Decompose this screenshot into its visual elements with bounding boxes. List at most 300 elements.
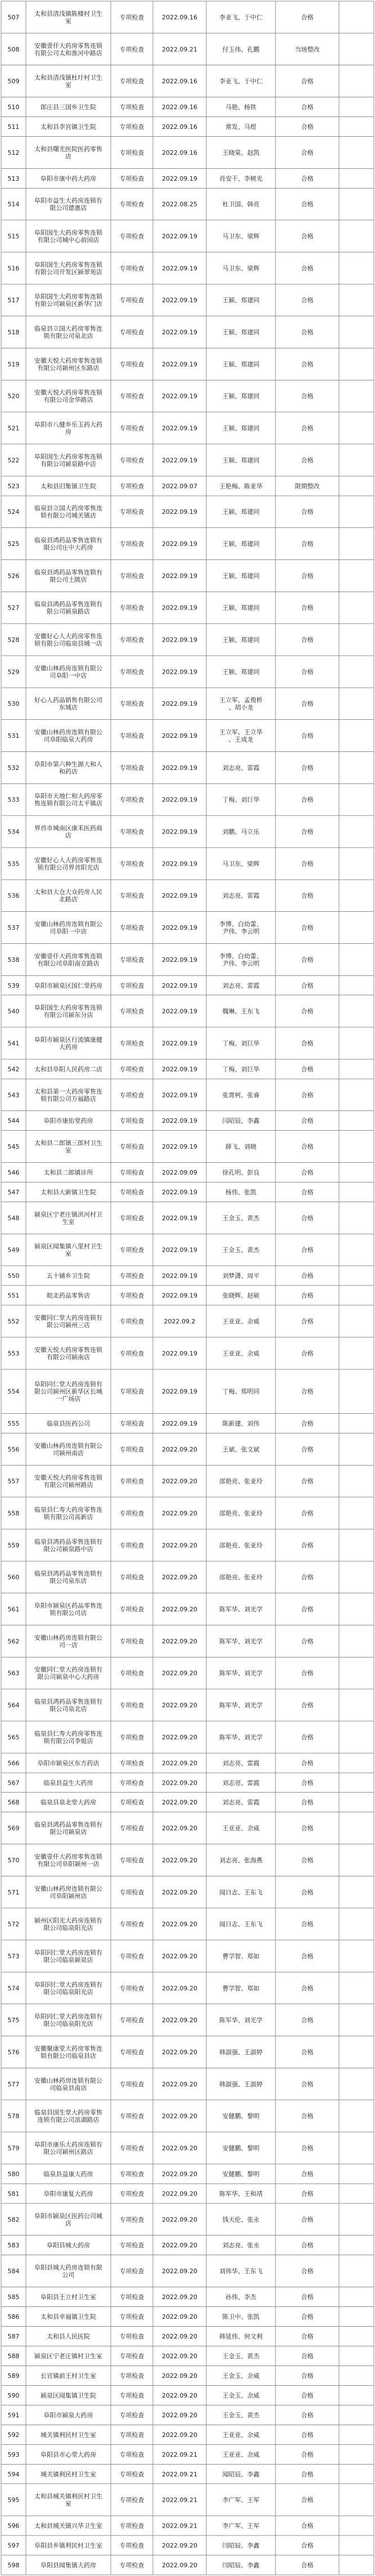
cell-date: 2022.09.19 bbox=[162, 264, 197, 272]
cell-result: 合格 bbox=[301, 1477, 314, 1485]
cell-no: 514 bbox=[7, 200, 20, 208]
cell-item: 专项检查 bbox=[119, 1824, 144, 1832]
cell-date: 2022.09.19 bbox=[162, 1143, 197, 1150]
cell-no: 525 bbox=[7, 540, 20, 548]
cell-result: 合格 bbox=[301, 1143, 314, 1150]
cell-no: 593 bbox=[7, 2450, 20, 2458]
cell-name: 安徽山林药房连锁有限公司一店 bbox=[34, 1633, 102, 1648]
cell-inspectors: 王颖、郑建同 bbox=[222, 508, 260, 516]
cell-inspectors: 闻昭辰、李鑫 bbox=[222, 2470, 260, 2478]
cell-no: 517 bbox=[7, 296, 20, 304]
cell-no: 515 bbox=[7, 232, 20, 240]
cell-inspectors: 闫昭辰、李鑫 bbox=[222, 2561, 260, 2569]
cell-result: 合格 bbox=[301, 1541, 314, 1549]
cell-result: 合格 bbox=[301, 2522, 314, 2530]
table-row bbox=[8, 1441, 314, 1457]
cell-date: 2022.09.19 bbox=[162, 1246, 197, 1254]
cell-name: 临泉县益康大药房 bbox=[43, 2170, 93, 2178]
cell-name: 安徽壹仟大药房零售连锁有限公司太和淮河中路店 bbox=[34, 42, 102, 57]
table-row bbox=[8, 1759, 314, 1767]
cell-date: 2022.09.19 bbox=[162, 1065, 197, 1073]
cell-inspectors: 王亚亚、余威 bbox=[222, 1824, 260, 1832]
cell-date: 2022.09.19 bbox=[162, 891, 197, 899]
cell-name: 太和县幸福镇卫生院 bbox=[40, 2313, 96, 2320]
cell-result: 合格 bbox=[301, 1573, 314, 1581]
cell-name: 阜阳市第六种生源大和人和药店 bbox=[34, 760, 102, 775]
cell-item: 专项检查 bbox=[119, 2391, 144, 2399]
cell-name: 临泉县立国大药房零售连锁有限公司泉北店 bbox=[34, 325, 102, 340]
cell-no: 552 bbox=[7, 1318, 20, 1325]
cell-result: 合格 bbox=[301, 956, 314, 964]
cell-result: 合格 bbox=[301, 924, 314, 931]
cell-item: 专项检查 bbox=[119, 2470, 144, 2478]
cell-result: 合格 bbox=[301, 1669, 314, 1677]
cell-item: 专项检查 bbox=[119, 2522, 144, 2530]
cell-date: 2022.09.19 bbox=[162, 328, 197, 336]
cell-no: 568 bbox=[7, 1798, 20, 1806]
cell-name: 临泉县鸿药品零售连锁有限公司土陂店 bbox=[34, 568, 102, 583]
cell-no: 570 bbox=[7, 1856, 20, 1864]
cell-item: 专项检查 bbox=[119, 2267, 144, 2275]
table-row bbox=[8, 1087, 314, 1102]
cell-inspectors: 王颖、郑建同 bbox=[222, 572, 260, 580]
cell-inspectors: 杜卫国、韩亮 bbox=[222, 200, 260, 208]
cell-item: 专项检查 bbox=[119, 508, 144, 516]
cell-inspectors: 王颖、郑建同 bbox=[222, 328, 260, 336]
cell-no: 554 bbox=[7, 1387, 20, 1395]
cell-result: 合格 bbox=[301, 764, 314, 772]
table-row bbox=[8, 1210, 314, 1225]
cell-result: 合格 bbox=[301, 2496, 314, 2504]
table-row bbox=[8, 292, 314, 307]
cell-item: 专项检查 bbox=[119, 2372, 144, 2380]
cell-result: 合格 bbox=[301, 1798, 314, 1806]
table-row bbox=[8, 482, 320, 490]
cell-inspectors: 刘梦潇、周平 bbox=[222, 1272, 260, 1280]
cell-no: 558 bbox=[7, 1509, 20, 1517]
cell-item: 专项检查 bbox=[119, 1188, 144, 1196]
cell-inspectors: 王颖、郑建同 bbox=[222, 392, 260, 400]
cell-inspectors: 闻日志、王东飞 bbox=[219, 1920, 263, 1928]
cell-result: 合格 bbox=[301, 2352, 314, 2360]
cell-result: 合格 bbox=[301, 2189, 314, 2197]
cell-item: 专项检查 bbox=[119, 2293, 144, 2301]
cell-name: 太和县大仓大众药房人民北路店 bbox=[34, 888, 102, 903]
cell-inspectors: 王颖、郑建同 bbox=[222, 296, 260, 304]
cell-item: 专项检查 bbox=[119, 1292, 144, 1300]
cell-name: 阜阳国生大药房零售连锁有限公司颍东分店 bbox=[34, 1003, 102, 1019]
cell-date: 2022.09.20 bbox=[162, 1509, 197, 1517]
cell-no: 591 bbox=[7, 2411, 20, 2419]
cell-result: 合格 bbox=[301, 636, 314, 644]
cell-item: 专项检查 bbox=[119, 1669, 144, 1677]
cell-date: 2022.09.20 bbox=[162, 2144, 197, 2152]
cell-date: 2022.09.16 bbox=[162, 77, 197, 85]
cell-result: 合格 bbox=[301, 982, 314, 989]
cell-no: 589 bbox=[7, 2372, 20, 2380]
cell-result: 合格 bbox=[301, 732, 314, 740]
cell-no: 596 bbox=[7, 2522, 20, 2530]
cell-item: 专项检查 bbox=[119, 392, 144, 400]
cell-name: 阜阳同仁堂大药房连锁有限公司颍州区新华区长城一广场店 bbox=[34, 1380, 102, 1403]
cell-item: 专项检查 bbox=[119, 2313, 144, 2320]
cell-no: 567 bbox=[7, 1778, 20, 1786]
cell-no: 539 bbox=[7, 982, 20, 989]
cell-result: 合格 bbox=[301, 264, 314, 272]
cell-date: 2022.09.20 bbox=[162, 1669, 197, 1677]
cell-inspectors: 薛飞、刘晓 bbox=[225, 1143, 256, 1150]
cell-name: 安徽山林药房连锁有限公司阜阳颍州店 bbox=[34, 1884, 102, 1899]
table-row bbox=[8, 2241, 314, 2249]
cell-name: 太和县二郎镇三郎村卫生室 bbox=[34, 1139, 102, 1154]
table-row bbox=[8, 1948, 314, 1963]
cell-result: 合格 bbox=[301, 1292, 314, 1300]
cell-name: 颍泉区闻集镇卫生院 bbox=[40, 2391, 96, 2399]
cell-inspectors: 王金玉、余威 bbox=[222, 2372, 260, 2380]
cell-name: 太和县人民医院 bbox=[47, 2332, 90, 2340]
cell-inspectors: 王金玉、余威 bbox=[222, 2391, 260, 2399]
cell-result: 合格 bbox=[301, 456, 314, 464]
cell-name: 好心人药品销售有限公司东城店 bbox=[34, 696, 102, 711]
cell-item: 专项检查 bbox=[119, 2431, 144, 2439]
cell-no: 531 bbox=[7, 732, 20, 740]
cell-item: 专项检查 bbox=[119, 2352, 144, 2360]
cell-item: 专项检查 bbox=[119, 1984, 144, 1992]
table-row bbox=[8, 2012, 314, 2027]
cell-name: 阜阳县市心堂大药房 bbox=[40, 2450, 96, 2458]
cell-inspectors: 丁梅、郑明同 bbox=[222, 1387, 260, 1395]
cell-name: 阜阳同仁堂大药房连锁有限公司临泉颍泉店 bbox=[34, 1948, 102, 1964]
cell-inspectors: 王金玉、黄杰 bbox=[222, 2352, 260, 2360]
cell-result: 合格 bbox=[301, 2391, 314, 2399]
cell-result: 合格 bbox=[301, 1007, 314, 1015]
table-row bbox=[8, 1820, 314, 1835]
cell-result: 合格 bbox=[301, 700, 314, 707]
cell-date: 2022.09.19 bbox=[162, 392, 197, 400]
cell-item: 专项检查 bbox=[119, 2450, 144, 2458]
table-row bbox=[8, 855, 314, 871]
cell-inspectors: 常发、马煜 bbox=[225, 123, 256, 131]
cell-item: 专项检查 bbox=[119, 732, 144, 740]
cell-item: 专项检查 bbox=[119, 982, 144, 989]
cell-name: 太和县清浅镇杜圩村卫生室 bbox=[34, 74, 102, 89]
cell-item: 专项检查 bbox=[119, 1573, 144, 1581]
cell-inspectors: 陈军华、刘光学 bbox=[219, 1669, 263, 1677]
cell-name: 太和县阜阳人民药房二店 bbox=[34, 1065, 102, 1073]
cell-item: 专项检查 bbox=[119, 1733, 144, 1741]
cell-item: 专项检查 bbox=[119, 1952, 144, 1960]
cell-item: 专项检查 bbox=[119, 2048, 144, 2056]
cell-item: 专项检查 bbox=[119, 1759, 144, 1767]
cell-inspectors: 闫昭辰、李鑫 bbox=[222, 1117, 260, 1125]
cell-result: 合格 bbox=[301, 540, 314, 548]
table-row bbox=[8, 1314, 314, 1329]
table-row bbox=[8, 2108, 314, 2123]
cell-result: 合格 bbox=[301, 1318, 314, 1325]
cell-inspectors: 曹学智、郑如 bbox=[222, 1984, 260, 1992]
cell-name: 临泉县仁寿大药房零售连锁有限公司李姐店 bbox=[34, 1730, 102, 1745]
table-row bbox=[8, 2189, 314, 2197]
cell-no: 597 bbox=[7, 2542, 20, 2550]
table-row bbox=[8, 2292, 314, 2300]
cell-inspectors: 邵艳亮、张亚玲 bbox=[219, 1509, 263, 1517]
cell-item: 专项检查 bbox=[119, 1349, 144, 1357]
table-row bbox=[8, 728, 314, 743]
cell-date: 2022.09.19 bbox=[162, 700, 197, 707]
cell-no: 580 bbox=[7, 2170, 20, 2178]
table-row bbox=[8, 1980, 314, 1995]
cell-inspectors: 李博、白幼蕾、尹伟、李云明 bbox=[219, 952, 263, 967]
cell-inspectors: 陈军华、刘光学 bbox=[219, 1701, 263, 1709]
cell-inspectors: 邵艳亮、张亚玲 bbox=[219, 1541, 263, 1549]
cell-date: 2022.09.20 bbox=[162, 2391, 197, 2399]
cell-no: 541 bbox=[7, 1039, 20, 1047]
cell-inspectors: 王立军、孟俊桥、胡小龙 bbox=[219, 696, 263, 711]
cell-name: 阜阳市康乐大药房连锁有限公司颍州区路店 bbox=[34, 2140, 102, 2156]
cell-inspectors: 陈军华、刘光学 bbox=[219, 1637, 263, 1645]
cell-inspectors: 邵艳亮、张亚玲 bbox=[219, 1477, 263, 1485]
table-row bbox=[8, 1419, 314, 1427]
table-row bbox=[8, 1291, 314, 1299]
table-row bbox=[8, 2430, 314, 2438]
cell-inspectors: 刘志亮、雷霞 bbox=[222, 1759, 260, 1767]
table-row bbox=[8, 2312, 314, 2320]
cell-inspectors: 王颖、郑建同 bbox=[222, 360, 260, 368]
cell-inspectors: 刘志亮、雷霞 bbox=[222, 764, 260, 772]
cell-date: 2022.09.19 bbox=[162, 828, 197, 836]
table-row bbox=[8, 1506, 314, 1521]
cell-no: 588 bbox=[7, 2352, 20, 2360]
cell-no: 577 bbox=[7, 2080, 20, 2088]
cell-no: 538 bbox=[7, 956, 20, 964]
cell-no: 544 bbox=[7, 1117, 20, 1125]
table-row bbox=[8, 952, 314, 967]
cell-inspectors: 王亚亚、余威 bbox=[222, 1349, 260, 1357]
cell-item: 专项检查 bbox=[119, 2215, 144, 2223]
table-row bbox=[8, 1537, 314, 1552]
cell-item: 专项检查 bbox=[119, 540, 144, 548]
cell-date: 2022.09.21 bbox=[162, 2522, 197, 2530]
cell-inspectors: 陈新建、刘伟 bbox=[222, 1419, 260, 1427]
cell-date: 2022.09.20 bbox=[162, 2112, 197, 2120]
cell-name: 临泉县医药公司 bbox=[47, 1419, 90, 1427]
table-row bbox=[8, 1271, 314, 1279]
cell-name: 安徽山林药房连锁有限公司阜阳一中店 bbox=[34, 920, 102, 935]
table-row bbox=[8, 2561, 314, 2569]
cell-no: 526 bbox=[7, 572, 20, 580]
cell-name: 安徽天悦大药房零售连锁有限公司金华路店 bbox=[34, 388, 102, 404]
cell-no: 507 bbox=[7, 13, 20, 21]
cell-no: 547 bbox=[7, 1188, 20, 1196]
cell-date: 2022.09.19 bbox=[162, 1188, 197, 1196]
cell-date: 2022.09.16 bbox=[162, 149, 197, 156]
cell-inspectors: 马卫东、梁辉 bbox=[222, 264, 260, 272]
cell-date: 2022.09.20 bbox=[162, 1824, 197, 1832]
cell-inspectors: 杨伟、张凯 bbox=[225, 1188, 256, 1196]
cell-date: 2022.09.19 bbox=[162, 424, 197, 432]
cell-name: 安徽山林药房连锁有限公司阜阳临泉大药房 bbox=[34, 728, 102, 743]
cell-item: 专项检查 bbox=[119, 2112, 144, 2120]
cell-item: 专项检查 bbox=[119, 77, 144, 85]
cell-item: 专项检查 bbox=[119, 2080, 144, 2088]
cell-item: 专项检查 bbox=[119, 2170, 144, 2178]
cell-inspectors: 韩淑强、王淑婷 bbox=[219, 2080, 263, 2088]
cell-name: 阜阳国生大药房零售连锁有限公司开发区颍翠苑店 bbox=[34, 261, 102, 276]
cell-no: 527 bbox=[7, 604, 20, 612]
cell-no: 575 bbox=[7, 2016, 20, 2024]
cell-inspectors: 韩淑强、王淑婷 bbox=[219, 2048, 263, 2056]
cell-no: 585 bbox=[7, 2293, 20, 2301]
cell-date: 2022.09.19 bbox=[162, 1039, 197, 1047]
cell-no: 511 bbox=[7, 123, 20, 131]
table-row bbox=[8, 420, 314, 436]
cell-name: 太和县城关镇兴华卫生室 bbox=[34, 2522, 102, 2530]
table-row bbox=[8, 920, 314, 935]
cell-date: 2022.09.20 bbox=[162, 1888, 197, 1896]
cell-no: 574 bbox=[7, 1984, 20, 1992]
cell-date: 2022.09.19 bbox=[162, 1117, 197, 1125]
cell-no: 524 bbox=[7, 508, 20, 516]
cell-inspectors: 王艳梅、陈亚华 bbox=[219, 482, 263, 490]
cell-item: 专项检查 bbox=[119, 1605, 144, 1613]
cell-name: 阜阳市颍泉区医药公司城店 bbox=[34, 2212, 102, 2227]
cell-result: 合格 bbox=[301, 1214, 314, 1222]
cell-item: 专项检查 bbox=[119, 636, 144, 644]
cell-no: 550 bbox=[7, 1272, 20, 1280]
cell-result: 当场整改 bbox=[295, 45, 320, 53]
cell-no: 578 bbox=[7, 2112, 20, 2120]
cell-item: 专项检查 bbox=[119, 1007, 144, 1015]
cell-result: 合格 bbox=[301, 2080, 314, 2088]
table-row bbox=[8, 174, 314, 182]
cell-date: 2022.09.20 bbox=[162, 1920, 197, 1928]
cell-date: 2022.09.20 bbox=[162, 2215, 197, 2223]
cell-inspectors: 王亚亚、余威 bbox=[222, 1318, 260, 1325]
cell-inspectors: 刘志亮、雷霞 bbox=[222, 1798, 260, 1806]
cell-no: 509 bbox=[7, 77, 20, 85]
cell-result: 合格 bbox=[301, 1387, 314, 1395]
cell-name: 阜阳市颍泉区行流镇康健大药房 bbox=[34, 1036, 102, 1051]
cell-date: 2022.09.19 bbox=[162, 764, 197, 772]
cell-date: 2022.09.19 bbox=[162, 956, 197, 964]
table-row bbox=[8, 504, 314, 519]
cell-date: 2022.09.19 bbox=[162, 924, 197, 931]
cell-name: 临泉县鸿药品零售连锁有限公司颍泉店 bbox=[34, 1821, 102, 1836]
cell-result: 合格 bbox=[301, 149, 314, 156]
cell-result: 合格 bbox=[301, 232, 314, 240]
cell-no: 559 bbox=[7, 1541, 20, 1549]
table-row bbox=[8, 145, 314, 160]
cell-result: 合格 bbox=[301, 1188, 314, 1196]
cell-name: 阜阳市颍泉区东方药店 bbox=[37, 1759, 100, 1767]
cell-date: 2022.09.20 bbox=[162, 1637, 197, 1645]
cell-no: 523 bbox=[7, 482, 20, 490]
cell-inspectors: 刘鹏、马立乐 bbox=[222, 828, 260, 836]
cell-date: 2022.09.19 bbox=[162, 360, 197, 368]
cell-no: 563 bbox=[7, 1669, 20, 1677]
cell-date: 2022.09.20 bbox=[162, 2542, 197, 2550]
cell-name: 太和县第一大药房零售连锁有限公司万福路店 bbox=[34, 1087, 102, 1103]
cell-name: 阜阳市天地仁和大药房零售连锁有限公司太平镇店 bbox=[34, 792, 102, 807]
cell-inspectors: 陈军华、刘光学 bbox=[219, 1605, 263, 1613]
cell-date: 2022.09.20 bbox=[162, 2170, 197, 2178]
cell-inspectors: 王颖、郑建同 bbox=[222, 636, 260, 644]
cell-inspectors: 王颖、郑建同 bbox=[222, 540, 260, 548]
cell-no: 581 bbox=[7, 2189, 20, 2197]
cell-no: 513 bbox=[7, 174, 20, 182]
cell-date: 2022.09.20 bbox=[162, 2080, 197, 2088]
cell-no: 576 bbox=[7, 2048, 20, 2056]
table-row bbox=[8, 2170, 314, 2178]
cell-item: 专项检查 bbox=[119, 1117, 144, 1125]
cell-no: 518 bbox=[7, 328, 20, 336]
table-row bbox=[8, 536, 314, 551]
cell-date: 2022.09.21 bbox=[162, 2496, 197, 2504]
cell-name: 长官镇前王村卫生室 bbox=[40, 2372, 96, 2380]
cell-date: 2022.09.20 bbox=[162, 1856, 197, 1864]
cell-item: 专项检查 bbox=[119, 1541, 144, 1549]
cell-item: 专项检查 bbox=[119, 1318, 144, 1325]
table-row bbox=[8, 2332, 314, 2340]
cell-item: 专项检查 bbox=[119, 328, 144, 336]
cell-name: 太和县清浅镇陈楼村卫生室 bbox=[34, 10, 102, 25]
table-row bbox=[8, 73, 314, 88]
cell-inspectors: 马卫东、梁辉 bbox=[222, 859, 260, 867]
cell-result: 合格 bbox=[301, 604, 314, 612]
cell-item: 专项检查 bbox=[119, 764, 144, 772]
cell-no: 530 bbox=[7, 700, 20, 707]
cell-item: 专项检查 bbox=[119, 1477, 144, 1485]
cell-name: 安徽山林药房连锁有限公司临泉县南店 bbox=[34, 2076, 102, 2091]
cell-item: 专项检查 bbox=[119, 200, 144, 208]
cell-name: 阜阳同仁堂大药房连锁有限公司临泉阳光店 bbox=[34, 1981, 102, 1996]
cell-name: 太和县大新镇卫生院 bbox=[40, 1188, 96, 1196]
cell-result: 合格 bbox=[301, 2332, 314, 2340]
cell-date: 2022.09.19 bbox=[162, 1007, 197, 1015]
cell-result: 合格 bbox=[301, 2450, 314, 2458]
cell-result: 合格 bbox=[301, 828, 314, 836]
cell-result: 合格 bbox=[301, 77, 314, 85]
cell-inspectors: 陈军华、王和靖 bbox=[219, 2189, 263, 2197]
cell-result: 合格 bbox=[301, 667, 314, 675]
cell-result: 合格 bbox=[301, 1856, 314, 1864]
cell-name: 安徽天悦大药房零售连锁有限公司颍州路店 bbox=[34, 1473, 102, 1489]
table-row bbox=[8, 632, 314, 647]
table-row bbox=[8, 2521, 314, 2529]
cell-name: 城关镇利民村卫生室 bbox=[40, 2431, 96, 2439]
cell-item: 专项检查 bbox=[119, 2144, 144, 2152]
cell-date: 2022.09.20 bbox=[162, 2048, 197, 2056]
cell-inspectors: 付玉伟、孔鹏 bbox=[222, 45, 260, 53]
cell-result: 合格 bbox=[301, 1272, 314, 1280]
cell-inspectors: 韩延伟、何文利 bbox=[219, 2332, 263, 2340]
cell-name: 临泉县鸿药品零售连锁有限公司庄中大药房 bbox=[34, 536, 102, 552]
cell-name: 临泉县鸿药品零售连锁有限公司泉北店 bbox=[34, 1697, 102, 1713]
cell-inspectors: 陈军华、刘光学 bbox=[219, 1733, 263, 1741]
cell-item: 专项检查 bbox=[119, 667, 144, 675]
cell-item: 专项检查 bbox=[119, 1509, 144, 1517]
cell-result: 合格 bbox=[301, 174, 314, 182]
cell-date: 2022.09.21 bbox=[162, 2450, 197, 2458]
cell-result: 合格 bbox=[301, 2313, 314, 2320]
cell-inspectors: 王颖、郑建同 bbox=[222, 456, 260, 464]
table-row bbox=[8, 1139, 314, 1154]
cell-inspectors: 王立军、王立华、王成龙 bbox=[219, 728, 263, 743]
cell-date: 2022.09.19 bbox=[162, 456, 197, 464]
cell-name: 五十铺乡卫生院 bbox=[47, 1272, 90, 1280]
cell-date: 2022.09.19 bbox=[162, 1292, 197, 1300]
cell-name: 阜阳国生大药房零售连锁有限公司颍泉路中店 bbox=[34, 453, 102, 468]
